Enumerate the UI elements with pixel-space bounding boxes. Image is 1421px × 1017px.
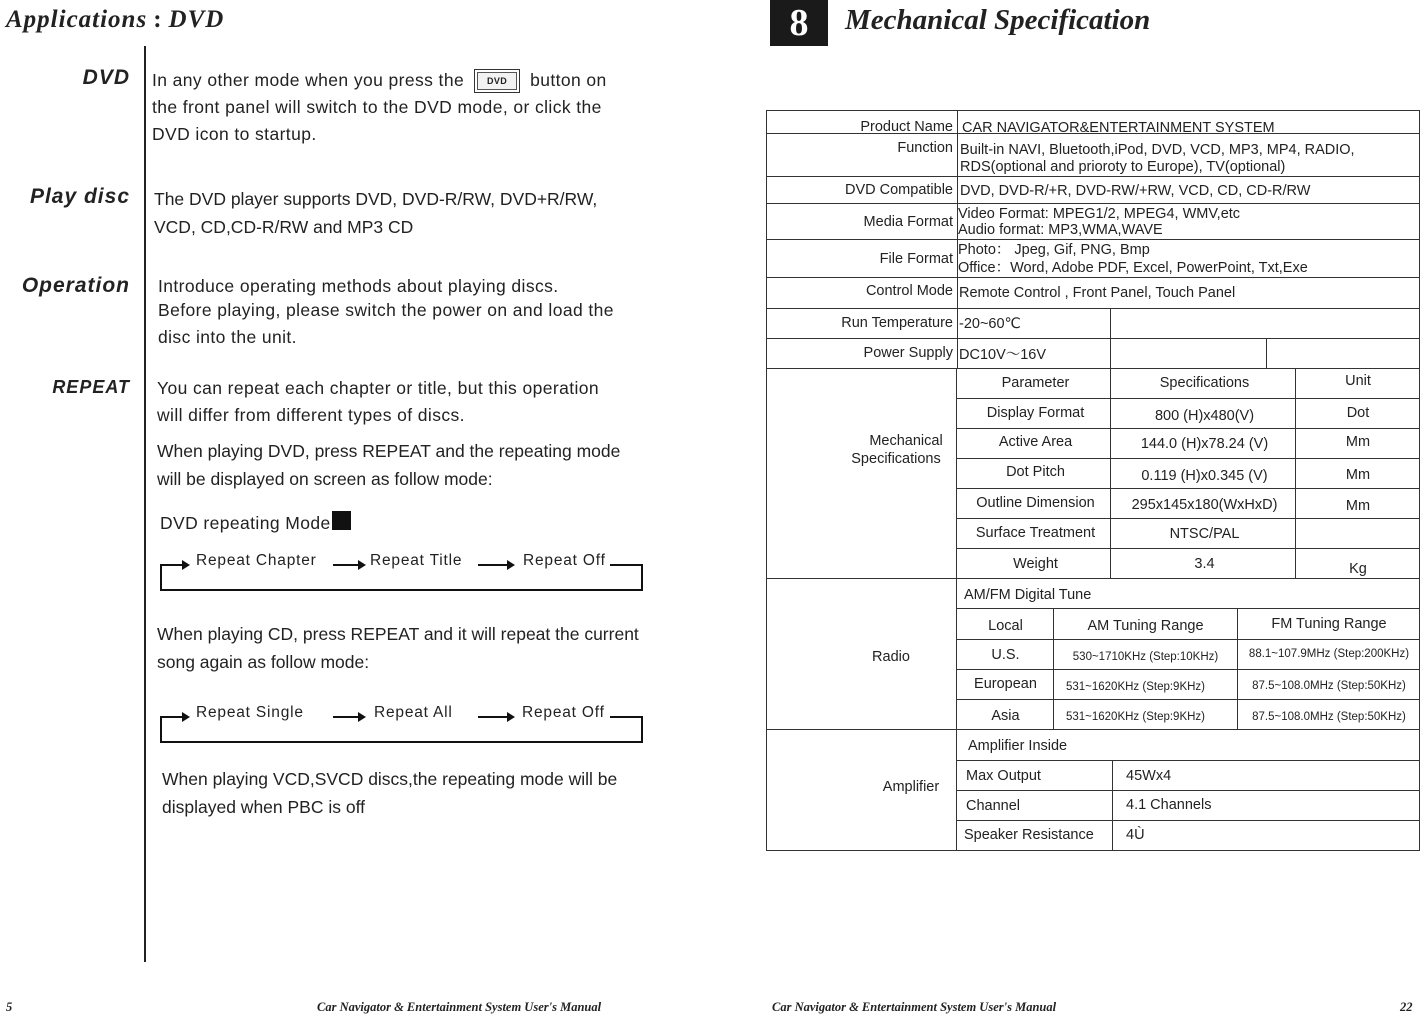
radio-am-range: 531~1620KHz (Step:9KHz) [1065, 711, 1206, 723]
loop-line [641, 564, 643, 591]
dvd-repeating-mode-label [160, 510, 351, 537]
loop-line [160, 716, 162, 743]
repeat-dvd-line-2: will be displayed on screen as follow mode: [157, 469, 493, 489]
table-border [766, 110, 1420, 111]
cd-repeat-mode-cycle [158, 704, 648, 734]
mechanical-spec: 800 (H)x480(V) [1154, 408, 1255, 424]
radio-local: European [974, 676, 1037, 692]
control-mode-value: Remote Control , Front Panel, Touch Panel [959, 285, 1236, 301]
row-divider [956, 639, 1420, 640]
loop-line [160, 741, 643, 743]
dvd-line-3: DVD icon to startup. [152, 124, 317, 144]
dvd-mode-item: Repeat Off [523, 552, 606, 569]
file-format-value-line-1: Photo： Jpeg, Gif, PNG, Bmp [958, 242, 1150, 258]
mechanical-header-unit: Unit [1345, 373, 1371, 389]
control-mode-label: Control Mode [865, 283, 953, 299]
mechanical-header-specifications: Specifications [1159, 375, 1250, 391]
file-format-value-line-2: Office：Word, Adobe PDF, Excel, PowerPoint, Txt,Exe [958, 260, 1308, 276]
amplifier-row-value: 4Ù [1126, 827, 1145, 843]
dvd-text-after: button on [530, 70, 607, 90]
mechanical-param: Weight [1013, 556, 1058, 572]
section-label-play-disc: Play disc [29, 185, 130, 208]
row-divider [766, 277, 1420, 278]
table-border [1419, 110, 1420, 851]
row-divider [956, 488, 1420, 489]
loop-line [610, 716, 643, 718]
power-supply-label: Power Supply [863, 345, 953, 361]
row-divider [956, 458, 1420, 459]
file-format-label: File Format [879, 251, 953, 267]
product-name-value: CAR NAVIGATOR&ENTERTAINMENT SYSTEM [962, 120, 1275, 136]
repeat-description [157, 375, 677, 429]
function-value-line-2: RDS(optional and prioroty to Europe), TV(optional) [960, 159, 1286, 175]
radio-header-fm: FM Tuning Range [1271, 616, 1387, 632]
amplifier-row-name: Channel [966, 798, 1021, 814]
flow-arrow [478, 564, 508, 566]
row-divider [956, 398, 1420, 399]
operation-description [158, 274, 678, 349]
mechanical-unit: Mm [1345, 467, 1371, 483]
function-value-line-1: Built-in NAVI, Bluetooth,iPod, DVD, VCD, MP3, MP4, RADIO, [960, 142, 1355, 158]
row-divider [956, 669, 1420, 670]
row-divider [766, 729, 1420, 730]
dvd-line-2: the front panel will switch to the DVD mode, or click the [152, 97, 602, 117]
function-label: Function [897, 140, 953, 156]
mechanical-param: Active Area [998, 434, 1073, 450]
dvd-text-before: In any other mode when you press the [152, 70, 465, 90]
column-divider [1266, 338, 1267, 368]
mechanical-spec: 0.119 (H)x0.345 (V) [1141, 468, 1268, 484]
row-divider [956, 820, 1420, 821]
row-divider [956, 790, 1420, 791]
table-border [766, 850, 1420, 851]
row-divider [956, 518, 1420, 519]
amplifier-row-name: Speaker Resistance [964, 827, 1094, 843]
mechanical-param: Surface Treatment [975, 525, 1096, 541]
media-format-label: Media Format [863, 214, 953, 230]
column-divider [956, 368, 957, 578]
dvd-mode-item: Repeat Chapter [196, 552, 317, 569]
row-divider [956, 760, 1420, 761]
flow-arrow [478, 716, 508, 718]
section-label-operation: Operation [21, 274, 130, 297]
repeat-vcd-line-1: When playing VCD,SVCD discs,the repeating mode will be [162, 769, 618, 789]
flow-arrow [333, 564, 359, 566]
radio-am-range: 531~1620KHz (Step:9KHz) [1065, 681, 1206, 693]
repeat-line-2: will differ from different types of discs. [157, 405, 465, 425]
row-divider [766, 176, 1420, 177]
repeat-line-1: You can repeat each chapter or title, but this operation [157, 378, 600, 398]
radio-header-local: Local [988, 618, 1023, 634]
mechanical-label-line-1: Mechanical [869, 433, 943, 449]
mechanical-spec: NTSC/PAL [1169, 526, 1240, 542]
operation-line-3: disc into the unit. [158, 327, 297, 347]
row-divider [956, 608, 1420, 609]
row-divider [766, 308, 1420, 309]
dvd-repeating-mode-text: DVD repeating Mode [160, 513, 331, 533]
loop-line [641, 716, 643, 743]
mechanical-unit: Dot [1346, 405, 1370, 421]
flow-arrow [161, 716, 183, 718]
amplifier-label: Amplifier [882, 779, 940, 795]
cd-mode-item: Repeat Off [522, 704, 605, 721]
media-format-value-line-1: Video Format: MPEG1/2, MPEG4, WMV,etc [958, 206, 1241, 222]
flow-arrow [333, 716, 359, 718]
dvd-compatible-label: DVD Compatible [845, 182, 953, 198]
amplifier-row-value: 45Wx4 [1126, 768, 1172, 784]
right-page-number: 22 [1400, 1000, 1413, 1014]
repeat-vcd-line-2: displayed when PBC is off [162, 797, 365, 817]
row-divider [956, 428, 1420, 429]
loop-line [160, 564, 162, 591]
operation-line-1: Introduce operating methods about playing discs. [158, 276, 559, 296]
row-divider [956, 699, 1420, 700]
mechanical-spec: 295x145x180(WxHxD) [1131, 497, 1278, 513]
radio-fm-range: 88.1~107.9MHz (Step:200KHz) [1248, 648, 1410, 660]
left-page-number: 5 [6, 1000, 13, 1014]
mechanical-param: Outline Dimension [976, 495, 1095, 511]
radio-am-range: 530~1710KHz (Step:10KHz) [1072, 651, 1219, 663]
section-label-dvd: DVD [82, 66, 130, 89]
radio-fm-range: 87.5~108.0MHz (Step:50KHz) [1252, 711, 1406, 723]
header-separator: : [153, 6, 163, 33]
run-temperature-label: Run Temperature [841, 315, 953, 331]
header-topic: DVD [168, 6, 225, 33]
row-divider [766, 338, 1420, 339]
right-footer-title: Car Navigator & Entertainment System User's Manual [772, 1000, 1057, 1014]
operation-line-2: Before playing, please switch the power on and load the [158, 300, 614, 320]
play-disc-description [154, 185, 674, 241]
column-divider [1110, 308, 1111, 368]
black-square-icon [332, 511, 351, 530]
section-number-badge: 8 [770, 0, 828, 46]
dvd-description [152, 67, 672, 148]
dvd-button-icon: DVD [474, 69, 520, 93]
dvd-compatible-value: DVD, DVD-R/+R, DVD-RW/+RW, VCD, CD, CD-R/RW [960, 183, 1311, 199]
mechanical-label-line-2: Specifications [851, 451, 941, 467]
loop-line [160, 589, 643, 591]
page-header [6, 6, 224, 34]
mechanical-spec: 3.4 [1194, 556, 1215, 572]
radio-local: U.S. [991, 647, 1020, 663]
radio-header-am: AM Tuning Range [1087, 618, 1204, 634]
radio-fm-range: 87.5~108.0MHz (Step:50KHz) [1252, 680, 1406, 692]
mechanical-unit: Mm [1345, 434, 1371, 450]
section-label-repeat: REPEAT [52, 377, 130, 397]
product-name-label: Product Name [860, 119, 953, 135]
flow-arrow [161, 564, 183, 566]
repeat-cd-line-2: song again as follow mode: [157, 652, 370, 672]
media-format-value-line-2: Audio format: MP3,WMA,WAVE [958, 222, 1163, 238]
row-divider [766, 368, 1420, 369]
row-divider [956, 548, 1420, 549]
repeat-dvd-description [157, 437, 677, 493]
header-section: Applications [6, 6, 148, 33]
mechanical-unit: Mm [1345, 498, 1371, 514]
play-disc-line-2: VCD, CD,CD-R/RW and MP3 CD [154, 217, 414, 237]
play-disc-line-1: The DVD player supports DVD, DVD-R/RW, DVD+R/RW, [154, 189, 598, 209]
dvd-mode-item: Repeat Title [370, 552, 463, 569]
mechanical-param: Display Format [986, 405, 1085, 421]
mechanical-spec: 144.0 (H)x78.24 (V) [1140, 436, 1269, 452]
power-supply-value: DC10V～16V [959, 347, 1047, 363]
row-divider [766, 203, 1420, 204]
repeat-vcd-description [162, 765, 682, 821]
amplifier-row-name: Max Output [966, 768, 1041, 784]
dvd-repeat-mode-cycle [158, 552, 648, 582]
amplifier-row-value: 4.1 Channels [1126, 797, 1212, 813]
column-divider [1112, 760, 1113, 851]
run-temperature-value: -20~60℃ [959, 316, 1021, 332]
mechanical-param: Dot Pitch [1006, 464, 1065, 480]
spec-table [766, 110, 1420, 850]
radio-subtitle: AM/FM Digital Tune [964, 587, 1092, 603]
cd-mode-item: Repeat All [374, 704, 453, 721]
mechanical-unit: Kg [1349, 561, 1367, 577]
page-title: Mechanical Specification [845, 4, 1151, 36]
cd-mode-item: Repeat Single [196, 704, 304, 721]
section-divider-line [144, 46, 146, 962]
radio-local: Asia [991, 708, 1020, 724]
mechanical-header-parameter: Parameter [1001, 375, 1070, 391]
amplifier-subtitle: Amplifier Inside [968, 738, 1068, 754]
left-footer-title: Car Navigator & Entertainment System User's Manual [317, 1000, 602, 1014]
repeat-cd-line-1: When playing CD, press REPEAT and it will repeat the current [157, 624, 639, 644]
repeat-cd-description [157, 620, 677, 676]
radio-label: Radio [872, 649, 910, 665]
repeat-dvd-line-1: When playing DVD, press REPEAT and the repeating mode [157, 441, 621, 461]
row-divider [766, 239, 1420, 240]
column-divider [956, 578, 957, 729]
loop-line [610, 564, 643, 566]
row-divider [766, 578, 1420, 579]
